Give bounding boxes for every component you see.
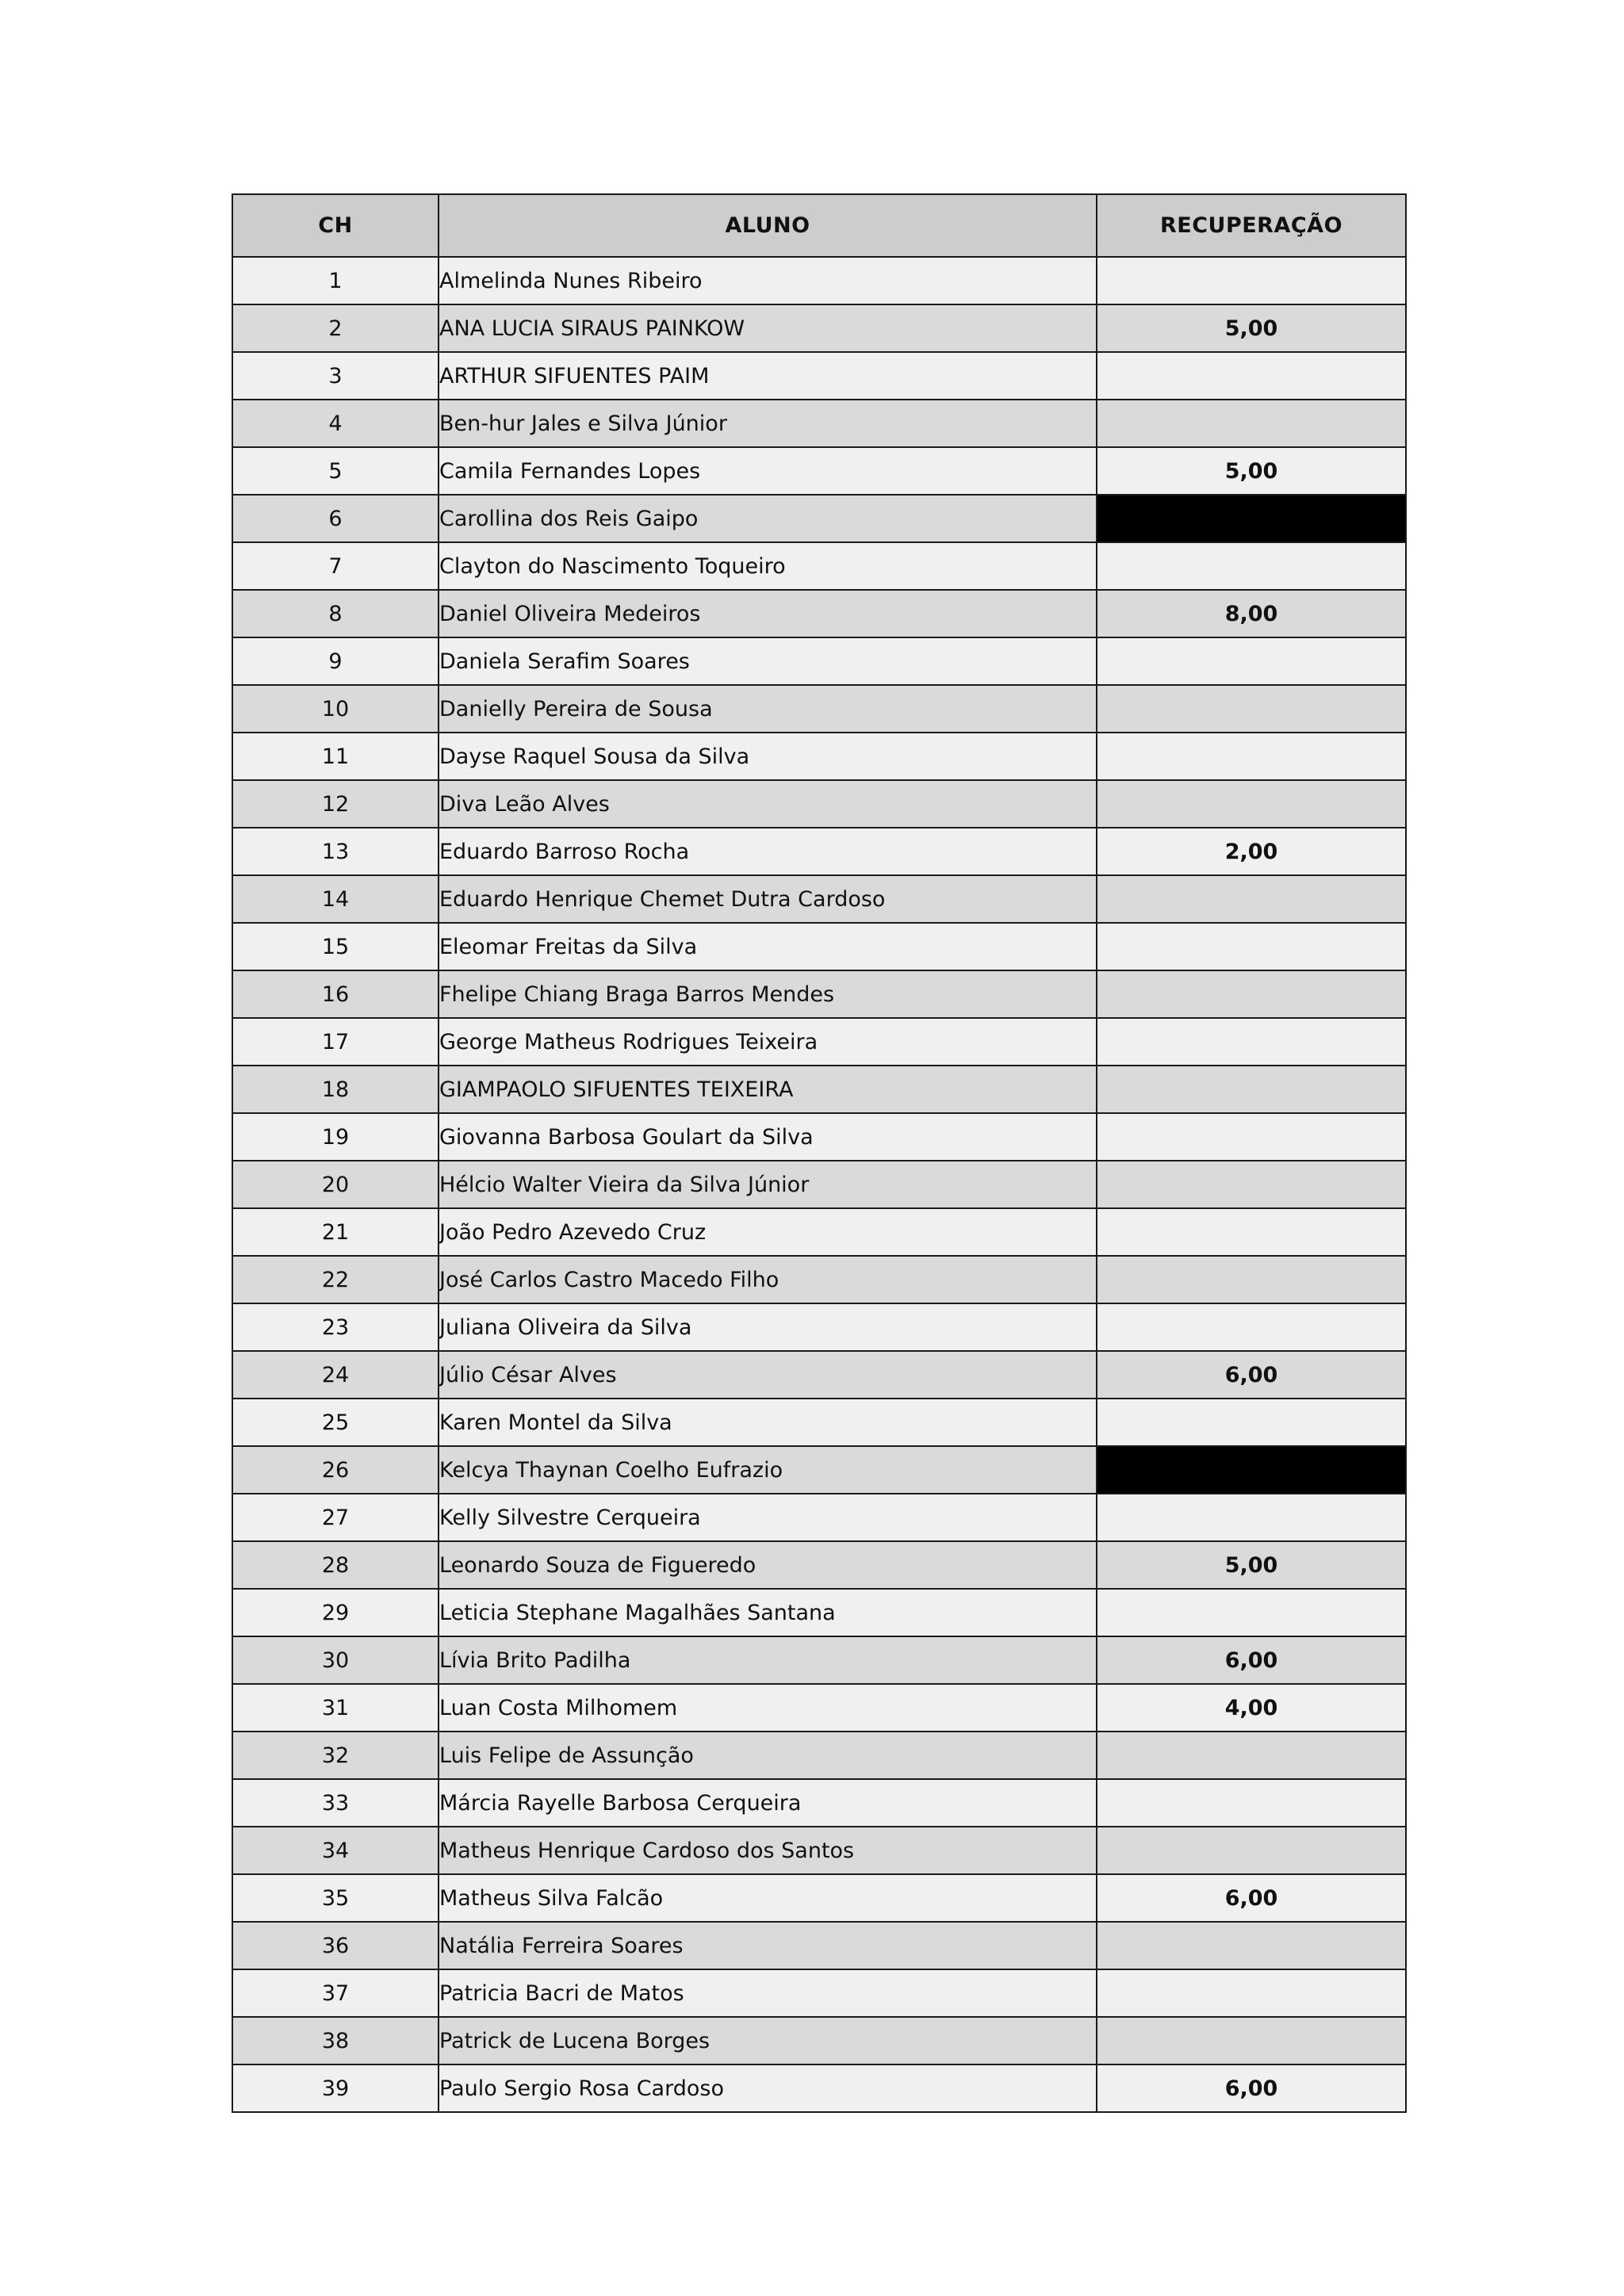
cell-ch: 37 xyxy=(232,1969,439,2017)
table-row xyxy=(232,352,1406,400)
cell-recuperacao xyxy=(1097,1732,1406,1779)
cell-aluno: Giovanna Barbosa Goulart da Silva xyxy=(439,1113,1097,1161)
cell-aluno: Leticia Stephane Magalhães Santana xyxy=(439,1589,1097,1636)
cell-recuperacao xyxy=(1097,1018,1406,1066)
cell-aluno: Paulo Sergio Rosa Cardoso xyxy=(439,2064,1097,2112)
cell-ch: 31 xyxy=(232,1684,439,1732)
cell-aluno: Eleomar Freitas da Silva xyxy=(439,923,1097,970)
table-row xyxy=(232,970,1406,1018)
cell-ch: 5 xyxy=(232,447,439,495)
cell-aluno: Eduardo Barroso Rocha xyxy=(439,828,1097,875)
cell-aluno: João Pedro Azevedo Cruz xyxy=(439,1208,1097,1256)
cell-recuperacao xyxy=(1097,400,1406,447)
table-row xyxy=(232,1256,1406,1303)
cell-aluno: Danielly Pereira de Sousa xyxy=(439,685,1097,733)
cell-ch: 10 xyxy=(232,685,439,733)
cell-aluno: Daniela Serafim Soares xyxy=(439,637,1097,685)
cell-ch: 35 xyxy=(232,1874,439,1922)
table-row xyxy=(232,1732,1406,1779)
cell-aluno: Matheus Henrique Cardoso dos Santos xyxy=(439,1827,1097,1874)
table-row xyxy=(232,2064,1406,2112)
cell-aluno: Kelcya Thaynan Coelho Eufrazio xyxy=(439,1446,1097,1494)
cell-aluno: Matheus Silva Falcão xyxy=(439,1874,1097,1922)
table-row xyxy=(232,1874,1406,1922)
table-row xyxy=(232,828,1406,875)
cell-recuperacao xyxy=(1097,1779,1406,1827)
cell-aluno: Eduardo Henrique Chemet Dutra Cardoso xyxy=(439,875,1097,923)
cell-ch: 14 xyxy=(232,875,439,923)
table-row xyxy=(232,1636,1406,1684)
cell-recuperacao: 8,00 xyxy=(1097,590,1406,637)
cell-ch: 18 xyxy=(232,1066,439,1113)
cell-ch: 34 xyxy=(232,1827,439,1874)
cell-ch: 28 xyxy=(232,1541,439,1589)
cell-recuperacao xyxy=(1097,637,1406,685)
table-row xyxy=(232,1779,1406,1827)
cell-recuperacao xyxy=(1097,733,1406,780)
cell-ch: 2 xyxy=(232,304,439,352)
cell-recuperacao xyxy=(1097,1256,1406,1303)
table-row xyxy=(232,1446,1406,1494)
table-row xyxy=(232,1589,1406,1636)
cell-recuperacao xyxy=(1097,542,1406,590)
cell-aluno: GIAMPAOLO SIFUENTES TEIXEIRA xyxy=(439,1066,1097,1113)
cell-aluno: Natália Ferreira Soares xyxy=(439,1922,1097,1969)
cell-aluno: Leonardo Souza de Figueredo xyxy=(439,1541,1097,1589)
cell-recuperacao: 6,00 xyxy=(1097,2064,1406,2112)
cell-ch: 16 xyxy=(232,970,439,1018)
table-row xyxy=(232,1161,1406,1208)
table-row xyxy=(232,780,1406,828)
cell-aluno: Lívia Brito Padilha xyxy=(439,1636,1097,1684)
cell-ch: 29 xyxy=(232,1589,439,1636)
table-row xyxy=(232,733,1406,780)
cell-recuperacao xyxy=(1097,1303,1406,1351)
cell-ch: 13 xyxy=(232,828,439,875)
cell-recuperacao xyxy=(1097,780,1406,828)
table-row xyxy=(232,923,1406,970)
cell-aluno: Diva Leão Alves xyxy=(439,780,1097,828)
table-row xyxy=(232,1922,1406,1969)
cell-ch: 25 xyxy=(232,1399,439,1446)
cell-recuperacao xyxy=(1097,1589,1406,1636)
cell-recuperacao xyxy=(1097,923,1406,970)
cell-recuperacao: 5,00 xyxy=(1097,304,1406,352)
cell-recuperacao xyxy=(1097,1113,1406,1161)
table-row xyxy=(232,1018,1406,1066)
cell-aluno: ARTHUR SIFUENTES PAIM xyxy=(439,352,1097,400)
table-row xyxy=(232,1351,1406,1399)
cell-aluno: Almelinda Nunes Ribeiro xyxy=(439,257,1097,304)
cell-recuperacao xyxy=(1097,685,1406,733)
cell-recuperacao xyxy=(1097,1161,1406,1208)
table-row xyxy=(232,1208,1406,1256)
table-row xyxy=(232,2017,1406,2064)
cell-aluno: Dayse Raquel Sousa da Silva xyxy=(439,733,1097,780)
table-row xyxy=(232,1303,1406,1351)
cell-ch: 32 xyxy=(232,1732,439,1779)
cell-recuperacao xyxy=(1097,257,1406,304)
cell-recuperacao xyxy=(1097,1494,1406,1541)
table-row xyxy=(232,1066,1406,1113)
cell-recuperacao xyxy=(1097,1969,1406,2017)
cell-recuperacao xyxy=(1097,1066,1406,1113)
table-row xyxy=(232,304,1406,352)
cell-ch: 33 xyxy=(232,1779,439,1827)
cell-aluno: Patrick de Lucena Borges xyxy=(439,2017,1097,2064)
column-header-aluno: ALUNO xyxy=(439,194,1097,257)
cell-ch: 7 xyxy=(232,542,439,590)
cell-ch: 6 xyxy=(232,495,439,542)
table-row xyxy=(232,1541,1406,1589)
cell-ch: 27 xyxy=(232,1494,439,1541)
cell-aluno: José Carlos Castro Macedo Filho xyxy=(439,1256,1097,1303)
cell-recuperacao: 6,00 xyxy=(1097,1636,1406,1684)
table-row xyxy=(232,1684,1406,1732)
cell-aluno: Luan Costa Milhomem xyxy=(439,1684,1097,1732)
cell-recuperacao: 5,00 xyxy=(1097,447,1406,495)
cell-aluno: Luis Felipe de Assunção xyxy=(439,1732,1097,1779)
cell-recuperacao xyxy=(1097,1922,1406,1969)
cell-aluno: Júlio César Alves xyxy=(439,1351,1097,1399)
cell-recuperacao-redacted xyxy=(1097,495,1406,542)
table-row xyxy=(232,542,1406,590)
table-row xyxy=(232,875,1406,923)
cell-aluno: Ben-hur Jales e Silva Júnior xyxy=(439,400,1097,447)
cell-aluno: Patricia Bacri de Matos xyxy=(439,1969,1097,2017)
document-page xyxy=(232,193,1405,2113)
cell-ch: 20 xyxy=(232,1161,439,1208)
cell-ch: 9 xyxy=(232,637,439,685)
cell-aluno: Clayton do Nascimento Toqueiro xyxy=(439,542,1097,590)
table-row xyxy=(232,1113,1406,1161)
cell-aluno: Márcia Rayelle Barbosa Cerqueira xyxy=(439,1779,1097,1827)
cell-aluno: Carollina dos Reis Gaipo xyxy=(439,495,1097,542)
table-row xyxy=(232,495,1406,542)
cell-recuperacao: 6,00 xyxy=(1097,1874,1406,1922)
table-row xyxy=(232,447,1406,495)
cell-ch: 23 xyxy=(232,1303,439,1351)
column-header-recuperacao: RECUPERAÇÃO xyxy=(1097,194,1406,257)
table-row xyxy=(232,1494,1406,1541)
grades-table xyxy=(232,193,1407,2113)
cell-ch: 4 xyxy=(232,400,439,447)
table-row xyxy=(232,590,1406,637)
table-row xyxy=(232,1399,1406,1446)
cell-ch: 24 xyxy=(232,1351,439,1399)
cell-ch: 30 xyxy=(232,1636,439,1684)
cell-ch: 11 xyxy=(232,733,439,780)
cell-ch: 21 xyxy=(232,1208,439,1256)
cell-recuperacao xyxy=(1097,352,1406,400)
column-header-ch: CH xyxy=(232,194,439,257)
cell-recuperacao: 5,00 xyxy=(1097,1541,1406,1589)
cell-recuperacao xyxy=(1097,1827,1406,1874)
table-row xyxy=(232,400,1406,447)
table-row xyxy=(232,1827,1406,1874)
cell-aluno: Kelly Silvestre Cerqueira xyxy=(439,1494,1097,1541)
cell-recuperacao: 2,00 xyxy=(1097,828,1406,875)
cell-aluno: Juliana Oliveira da Silva xyxy=(439,1303,1097,1351)
cell-aluno: ANA LUCIA SIRAUS PAINKOW xyxy=(439,304,1097,352)
cell-aluno: Hélcio Walter Vieira da Silva Júnior xyxy=(439,1161,1097,1208)
cell-recuperacao xyxy=(1097,1208,1406,1256)
cell-recuperacao: 4,00 xyxy=(1097,1684,1406,1732)
table-row xyxy=(232,1969,1406,2017)
cell-aluno: George Matheus Rodrigues Teixeira xyxy=(439,1018,1097,1066)
cell-ch: 19 xyxy=(232,1113,439,1161)
cell-ch: 1 xyxy=(232,257,439,304)
cell-aluno: Daniel Oliveira Medeiros xyxy=(439,590,1097,637)
table-body xyxy=(232,257,1406,2112)
cell-ch: 15 xyxy=(232,923,439,970)
cell-ch: 38 xyxy=(232,2017,439,2064)
cell-recuperacao xyxy=(1097,2017,1406,2064)
table-row xyxy=(232,637,1406,685)
cell-ch: 8 xyxy=(232,590,439,637)
cell-recuperacao xyxy=(1097,875,1406,923)
cell-aluno: Camila Fernandes Lopes xyxy=(439,447,1097,495)
cell-recuperacao-redacted xyxy=(1097,1446,1406,1494)
cell-ch: 39 xyxy=(232,2064,439,2112)
cell-ch: 12 xyxy=(232,780,439,828)
table-row xyxy=(232,257,1406,304)
cell-aluno: Fhelipe Chiang Braga Barros Mendes xyxy=(439,970,1097,1018)
cell-recuperacao: 6,00 xyxy=(1097,1351,1406,1399)
cell-recuperacao xyxy=(1097,1399,1406,1446)
table-header-row xyxy=(232,194,1406,257)
cell-ch: 3 xyxy=(232,352,439,400)
cell-recuperacao xyxy=(1097,970,1406,1018)
table-row xyxy=(232,685,1406,733)
cell-ch: 17 xyxy=(232,1018,439,1066)
cell-ch: 22 xyxy=(232,1256,439,1303)
cell-ch: 36 xyxy=(232,1922,439,1969)
cell-ch: 26 xyxy=(232,1446,439,1494)
cell-aluno: Karen Montel da Silva xyxy=(439,1399,1097,1446)
